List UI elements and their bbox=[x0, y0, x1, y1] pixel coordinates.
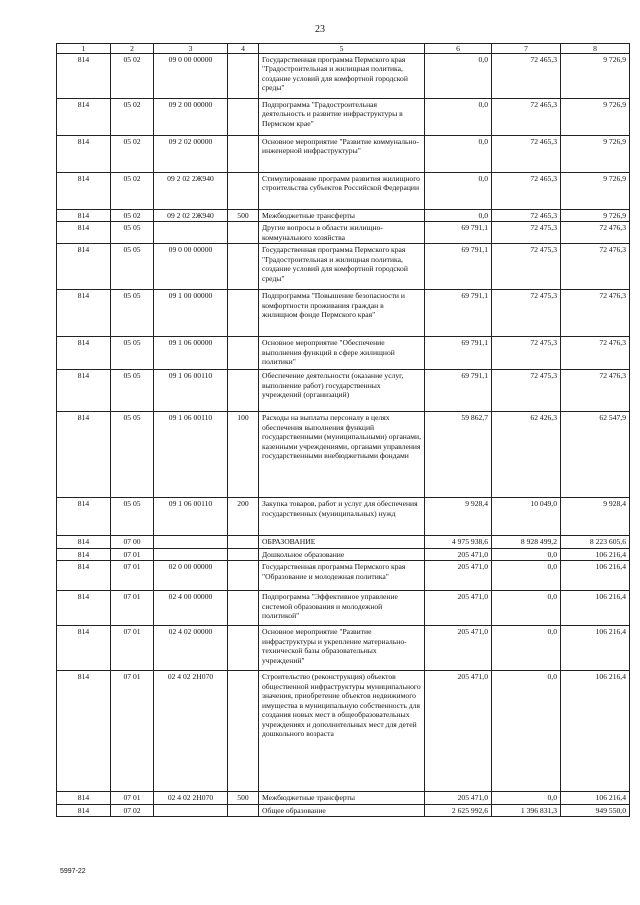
column-header: 2 bbox=[111, 44, 154, 54]
cell-amount-2: 0,0 bbox=[492, 591, 561, 626]
cell-amount-3: 72 476,3 bbox=[561, 370, 630, 412]
cell-section: 07 01 bbox=[111, 792, 154, 804]
cell-amount-1: 69 791,1 bbox=[425, 337, 492, 370]
cell-target: 09 2 02 2Ж940 bbox=[154, 173, 228, 210]
cell-name: Основное мероприятие "Обеспечение выполнения функций в сфере жилищной политики" bbox=[259, 337, 425, 370]
cell-code: 814 bbox=[57, 337, 111, 370]
cell-amount-3: 106 216,4 bbox=[561, 626, 630, 671]
cell-section: 07 02 bbox=[111, 804, 154, 816]
cell-amount-2: 72 465,3 bbox=[492, 99, 561, 136]
cell-amount-1: 0,0 bbox=[425, 54, 492, 99]
cell-target: 02 4 02 2Н070 bbox=[154, 671, 228, 792]
cell-name: Дошкольное образование bbox=[259, 548, 425, 560]
cell-code: 814 bbox=[57, 370, 111, 412]
cell-code: 814 bbox=[57, 210, 111, 222]
cell-code: 814 bbox=[57, 136, 111, 173]
cell-kind bbox=[228, 561, 259, 591]
cell-name: Подпрограмма "Градостроительная деятельность и развитие инфраструктуры в Пермском крае" bbox=[259, 99, 425, 136]
cell-target bbox=[154, 536, 228, 548]
cell-target: 02 0 00 00000 bbox=[154, 561, 228, 591]
cell-section: 07 01 bbox=[111, 591, 154, 626]
cell-kind bbox=[228, 548, 259, 560]
cell-name: Межбюджетные трансферты bbox=[259, 792, 425, 804]
cell-name: Строительство (реконструкция) объектов общественной инфраструктуры муниципального значения, приобретение объектов недвижимого имущества в муниципальную собственность для создания новых мест в общеобразовательных учреждениях и дополнительных мест для детей дошкольного возраста bbox=[259, 671, 425, 792]
cell-amount-1: 69 791,1 bbox=[425, 244, 492, 290]
table-row bbox=[57, 804, 630, 816]
cell-kind bbox=[228, 804, 259, 816]
cell-amount-1: 205 471,0 bbox=[425, 548, 492, 560]
cell-code: 814 bbox=[57, 99, 111, 136]
cell-code: 814 bbox=[57, 804, 111, 816]
cell-section: 07 01 bbox=[111, 626, 154, 671]
table-row bbox=[57, 54, 630, 99]
cell-amount-2: 72 465,3 bbox=[492, 54, 561, 99]
cell-code: 814 bbox=[57, 54, 111, 99]
cell-name: Расходы на выплаты персоналу в целях обеспечения выполнения функций государственными (муниципальными) органами, казенными учреждениями, органами управления государственными внебюджетными фондами bbox=[259, 412, 425, 498]
cell-amount-2: 72 475,3 bbox=[492, 290, 561, 337]
cell-amount-2: 72 465,3 bbox=[492, 173, 561, 210]
cell-amount-2: 72 475,3 bbox=[492, 337, 561, 370]
cell-target: 02 4 00 00000 bbox=[154, 591, 228, 626]
table-row bbox=[57, 498, 630, 536]
cell-section: 07 00 bbox=[111, 536, 154, 548]
cell-amount-1: 2 625 992,6 bbox=[425, 804, 492, 816]
table-row bbox=[57, 210, 630, 222]
cell-amount-1: 0,0 bbox=[425, 99, 492, 136]
cell-code: 814 bbox=[57, 290, 111, 337]
cell-section: 05 05 bbox=[111, 222, 154, 244]
cell-amount-3: 8 223 605,6 bbox=[561, 536, 630, 548]
cell-code: 814 bbox=[57, 498, 111, 536]
cell-amount-1: 69 791,1 bbox=[425, 290, 492, 337]
cell-target: 09 0 00 00000 bbox=[154, 54, 228, 99]
cell-amount-2: 72 465,3 bbox=[492, 136, 561, 173]
cell-amount-3: 72 476,3 bbox=[561, 337, 630, 370]
cell-code: 814 bbox=[57, 626, 111, 671]
table-row bbox=[57, 626, 630, 671]
cell-section: 07 01 bbox=[111, 548, 154, 560]
cell-name: Обеспечение деятельности (оказание услуг, выполнение работ) государственных учреждений (организаций) bbox=[259, 370, 425, 412]
table-row bbox=[57, 222, 630, 244]
cell-amount-3: 106 216,4 bbox=[561, 548, 630, 560]
cell-kind bbox=[228, 536, 259, 548]
header-row bbox=[57, 44, 630, 54]
cell-amount-2: 0,0 bbox=[492, 548, 561, 560]
column-header: 6 bbox=[425, 44, 492, 54]
cell-amount-2: 10 049,0 bbox=[492, 498, 561, 536]
cell-amount-1: 205 471,0 bbox=[425, 792, 492, 804]
cell-kind bbox=[228, 290, 259, 337]
cell-amount-1: 205 471,0 bbox=[425, 626, 492, 671]
cell-name: Общее образование bbox=[259, 804, 425, 816]
cell-section: 05 05 bbox=[111, 498, 154, 536]
cell-kind: 500 bbox=[228, 210, 259, 222]
cell-code: 814 bbox=[57, 222, 111, 244]
cell-kind bbox=[228, 222, 259, 244]
cell-section: 05 02 bbox=[111, 173, 154, 210]
cell-section: 05 05 bbox=[111, 370, 154, 412]
cell-amount-2: 72 475,3 bbox=[492, 244, 561, 290]
cell-amount-1: 0,0 bbox=[425, 210, 492, 222]
cell-amount-1: 0,0 bbox=[425, 173, 492, 210]
cell-section: 05 05 bbox=[111, 244, 154, 290]
cell-amount-1: 205 471,0 bbox=[425, 561, 492, 591]
cell-amount-2: 1 396 831,3 bbox=[492, 804, 561, 816]
cell-amount-1: 59 862,7 bbox=[425, 412, 492, 498]
cell-name: Государственная программа Пермского края "Градостроительная и жилищная политика, создание условий для комфортной городской среды" bbox=[259, 54, 425, 99]
cell-code: 814 bbox=[57, 548, 111, 560]
cell-code: 814 bbox=[57, 244, 111, 290]
table-row bbox=[57, 337, 630, 370]
cell-amount-3: 9 726,9 bbox=[561, 54, 630, 99]
cell-kind bbox=[228, 671, 259, 792]
cell-kind bbox=[228, 626, 259, 671]
cell-name: Основное мероприятие "Развитие инфраструктуры и укрепление материально-технической базы образовательных учреждений" bbox=[259, 626, 425, 671]
table-row bbox=[57, 548, 630, 560]
cell-amount-2: 8 928 499,2 bbox=[492, 536, 561, 548]
cell-amount-1: 69 791,1 bbox=[425, 370, 492, 412]
cell-amount-2: 0,0 bbox=[492, 626, 561, 671]
cell-amount-3: 106 216,4 bbox=[561, 561, 630, 591]
cell-name: Подпрограмма "Эффективное управление системой образования и молодежной политикой" bbox=[259, 591, 425, 626]
cell-name: ОБРАЗОВАНИЕ bbox=[259, 536, 425, 548]
cell-name: Другие вопросы в области жилищно-коммунального хозяйства bbox=[259, 222, 425, 244]
cell-target: 09 1 06 00000 bbox=[154, 337, 228, 370]
cell-kind bbox=[228, 99, 259, 136]
table-row bbox=[57, 290, 630, 337]
cell-target: 09 1 06 00110 bbox=[154, 370, 228, 412]
cell-section: 05 05 bbox=[111, 290, 154, 337]
cell-section: 05 02 bbox=[111, 54, 154, 99]
table-row bbox=[57, 136, 630, 173]
cell-kind bbox=[228, 173, 259, 210]
cell-target: 09 2 02 00000 bbox=[154, 136, 228, 173]
table-row bbox=[57, 412, 630, 498]
cell-code: 814 bbox=[57, 671, 111, 792]
cell-amount-3: 72 476,3 bbox=[561, 222, 630, 244]
cell-amount-3: 9 928,4 bbox=[561, 498, 630, 536]
cell-name: Стимулирование программ развития жилищного строительства субъектов Российской Федерации bbox=[259, 173, 425, 210]
cell-amount-3: 106 216,4 bbox=[561, 792, 630, 804]
cell-section: 05 05 bbox=[111, 412, 154, 498]
table-row bbox=[57, 591, 630, 626]
cell-target: 09 2 02 2Ж940 bbox=[154, 210, 228, 222]
cell-amount-3: 949 550,0 bbox=[561, 804, 630, 816]
cell-amount-3: 106 216,4 bbox=[561, 671, 630, 792]
cell-amount-3: 9 726,9 bbox=[561, 210, 630, 222]
table-row bbox=[57, 370, 630, 412]
cell-amount-2: 72 475,3 bbox=[492, 222, 561, 244]
cell-code: 814 bbox=[57, 412, 111, 498]
table-row bbox=[57, 244, 630, 290]
column-header: 4 bbox=[228, 44, 259, 54]
cell-amount-2: 0,0 bbox=[492, 792, 561, 804]
cell-amount-3: 9 726,9 bbox=[561, 136, 630, 173]
cell-amount-1: 205 471,0 bbox=[425, 671, 492, 792]
cell-amount-3: 9 726,9 bbox=[561, 99, 630, 136]
cell-kind: 100 bbox=[228, 412, 259, 498]
table-row bbox=[57, 99, 630, 136]
column-header: 3 bbox=[154, 44, 228, 54]
cell-code: 814 bbox=[57, 792, 111, 804]
cell-target: 09 2 00 00000 bbox=[154, 99, 228, 136]
cell-target: 09 1 00 00000 bbox=[154, 290, 228, 337]
budget-table bbox=[56, 43, 630, 817]
cell-section: 05 05 bbox=[111, 337, 154, 370]
cell-section: 07 01 bbox=[111, 561, 154, 591]
cell-target bbox=[154, 222, 228, 244]
cell-amount-3: 106 216,4 bbox=[561, 591, 630, 626]
cell-target: 09 0 00 00000 bbox=[154, 244, 228, 290]
cell-code: 814 bbox=[57, 591, 111, 626]
cell-amount-3: 62 547,9 bbox=[561, 412, 630, 498]
cell-target: 09 1 06 00110 bbox=[154, 412, 228, 498]
cell-amount-1: 69 791,1 bbox=[425, 222, 492, 244]
cell-amount-1: 205 471,0 bbox=[425, 591, 492, 626]
cell-kind bbox=[228, 136, 259, 173]
cell-amount-1: 9 928,4 bbox=[425, 498, 492, 536]
cell-name: Государственная программа Пермского края "Градостроительная и жилищная политика, создание условий для комфортной городской среды" bbox=[259, 244, 425, 290]
cell-target bbox=[154, 804, 228, 816]
cell-amount-3: 72 476,3 bbox=[561, 244, 630, 290]
cell-kind: 500 bbox=[228, 792, 259, 804]
cell-amount-2: 0,0 bbox=[492, 561, 561, 591]
cell-amount-3: 9 726,9 bbox=[561, 173, 630, 210]
cell-amount-2: 62 426,3 bbox=[492, 412, 561, 498]
cell-section: 07 01 bbox=[111, 671, 154, 792]
cell-kind bbox=[228, 370, 259, 412]
table-row bbox=[57, 792, 630, 804]
cell-code: 814 bbox=[57, 536, 111, 548]
cell-kind bbox=[228, 54, 259, 99]
column-header: 8 bbox=[561, 44, 630, 54]
cell-code: 814 bbox=[57, 561, 111, 591]
table-row bbox=[57, 671, 630, 792]
cell-name: Межбюджетные трансферты bbox=[259, 210, 425, 222]
cell-target bbox=[154, 548, 228, 560]
column-header: 7 bbox=[492, 44, 561, 54]
page-number: 23 bbox=[315, 24, 325, 35]
cell-target: 09 1 06 00110 bbox=[154, 498, 228, 536]
cell-amount-2: 72 465,3 bbox=[492, 210, 561, 222]
cell-amount-2: 72 475,3 bbox=[492, 370, 561, 412]
cell-kind bbox=[228, 337, 259, 370]
cell-amount-1: 0,0 bbox=[425, 136, 492, 173]
cell-name: Подпрограмма "Повышение безопасности и комфортности проживания граждан в жилищном фонде Пермского края" bbox=[259, 290, 425, 337]
cell-section: 05 02 bbox=[111, 136, 154, 173]
cell-kind bbox=[228, 591, 259, 626]
table-row bbox=[57, 173, 630, 210]
footer-code: 5997-22 bbox=[60, 868, 86, 875]
cell-name: Государственная программа Пермского края "Образование и молодежная политика" bbox=[259, 561, 425, 591]
cell-name: Закупка товаров, работ и услуг для обеспечения государственных (муниципальных) нужд bbox=[259, 498, 425, 536]
cell-amount-1: 4 975 938,6 bbox=[425, 536, 492, 548]
cell-target: 02 4 02 00000 bbox=[154, 626, 228, 671]
cell-kind bbox=[228, 244, 259, 290]
cell-kind: 200 bbox=[228, 498, 259, 536]
cell-section: 05 02 bbox=[111, 210, 154, 222]
cell-name: Основное мероприятие "Развитие коммунально-инженерной инфраструктуры" bbox=[259, 136, 425, 173]
table-row bbox=[57, 561, 630, 591]
cell-amount-3: 72 476,3 bbox=[561, 290, 630, 337]
cell-amount-2: 0,0 bbox=[492, 671, 561, 792]
column-header: 5 bbox=[259, 44, 425, 54]
table-row bbox=[57, 536, 630, 548]
cell-section: 05 02 bbox=[111, 99, 154, 136]
cell-target: 02 4 02 2Н070 bbox=[154, 792, 228, 804]
cell-code: 814 bbox=[57, 173, 111, 210]
column-header: 1 bbox=[57, 44, 111, 54]
